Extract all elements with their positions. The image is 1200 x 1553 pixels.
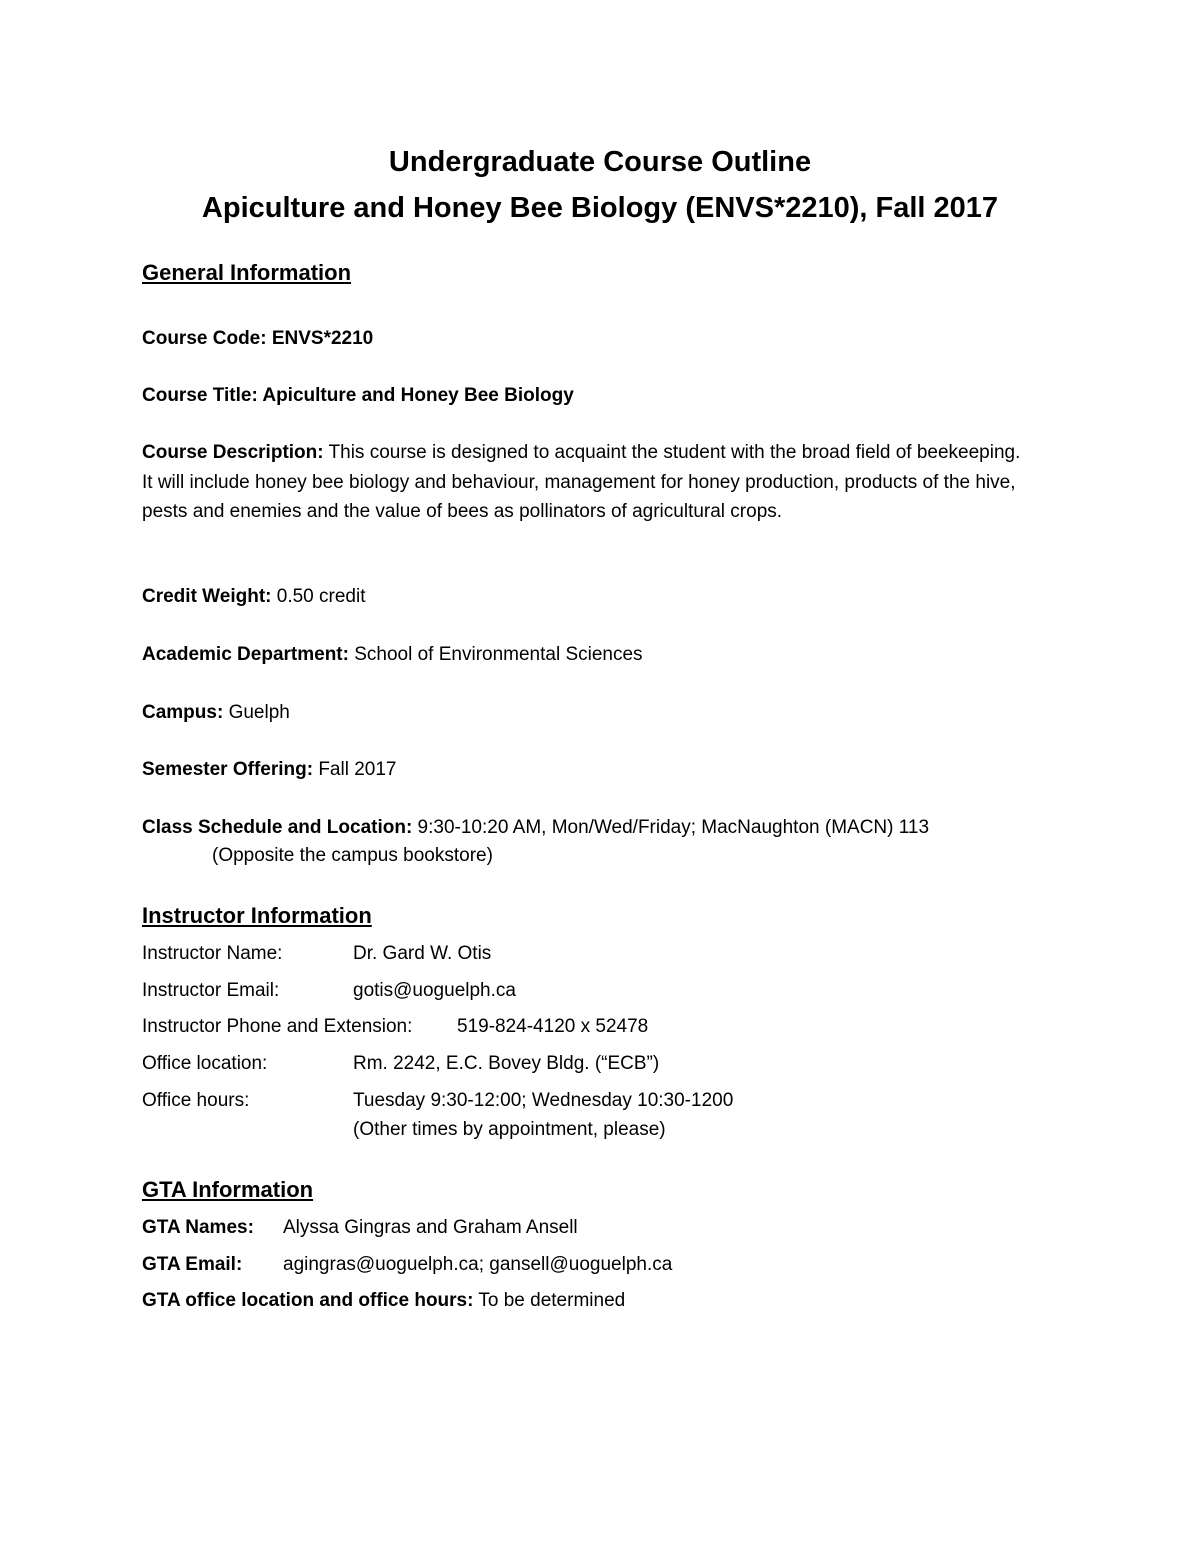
gta-office-label: GTA office location and office hours: bbox=[142, 1290, 474, 1311]
section-heading-instructor: Instructor Information bbox=[142, 903, 372, 928]
instructor-phone-label: Instructor Phone and Extension: bbox=[142, 1016, 413, 1037]
gta-email-value: agingras@uoguelph.ca; gansell@uoguelph.ca bbox=[283, 1254, 673, 1275]
instructor-email-label: Instructor Email: bbox=[142, 980, 280, 1001]
office-location-label: Office location: bbox=[142, 1053, 268, 1074]
campus-value: Guelph bbox=[223, 702, 290, 723]
office-location-value: Rm. 2242, E.C. Bovey Bldg. (“ECB”) bbox=[353, 1053, 660, 1074]
gta-office-value: To be determined bbox=[478, 1290, 626, 1311]
campus bbox=[142, 703, 290, 722]
office-location-row bbox=[142, 1054, 267, 1073]
credit-weight bbox=[142, 587, 365, 606]
office-hours-note: (Other times by appointment, please) bbox=[353, 1119, 666, 1140]
office-hours-value: Tuesday 9:30-12:00; Wednesday 10:30-1200 bbox=[353, 1090, 734, 1111]
office-hours-row bbox=[142, 1091, 249, 1110]
document-title: Undergraduate Course Outline bbox=[388, 146, 812, 178]
instructor-name-value: Dr. Gard W. Otis bbox=[353, 943, 492, 964]
semester-offering bbox=[142, 760, 397, 779]
section-heading-gta: GTA Information bbox=[142, 1177, 314, 1202]
class-schedule-note: (Opposite the campus bookstore) bbox=[212, 845, 493, 866]
class-schedule bbox=[142, 818, 929, 837]
instructor-email-row bbox=[142, 981, 279, 1000]
gta-email-label: GTA Email: bbox=[142, 1254, 243, 1275]
instructor-phone-value: 519-824-4120 x 52478 bbox=[457, 1016, 649, 1037]
office-hours-label: Office hours: bbox=[142, 1090, 250, 1111]
instructor-phone-row bbox=[142, 1017, 412, 1036]
credit-weight-label: Credit Weight: bbox=[142, 586, 272, 607]
section-heading-general: General Information bbox=[142, 260, 352, 285]
instructor-name-row bbox=[142, 944, 282, 963]
class-schedule-label: Class Schedule and Location: bbox=[142, 817, 413, 838]
course-code: Course Code: ENVS*2210 bbox=[142, 328, 374, 349]
semester-offering-value: Fall 2017 bbox=[313, 759, 397, 780]
class-schedule-value: 9:30-10:20 AM, Mon/Wed/Friday; MacNaughton (MACN) 113 bbox=[412, 817, 930, 838]
gta-names-label: GTA Names: bbox=[142, 1217, 254, 1238]
course-description bbox=[142, 438, 1032, 527]
academic-department-label: Academic Department: bbox=[142, 644, 349, 665]
semester-offering-label: Semester Offering: bbox=[142, 759, 314, 780]
document-subtitle: Apiculture and Honey Bee Biology (ENVS*2210), Fall 2017 bbox=[201, 192, 999, 224]
instructor-name-label: Instructor Name: bbox=[142, 943, 283, 964]
gta-names-value: Alyssa Gingras and Graham Ansell bbox=[283, 1217, 578, 1238]
academic-department-value: School of Environmental Sciences bbox=[348, 644, 643, 665]
gta-office-row bbox=[142, 1291, 625, 1310]
credit-weight-value: 0.50 credit bbox=[271, 586, 366, 607]
campus-label: Campus: bbox=[142, 702, 224, 723]
course-description-text: This course is designed to acquaint the student with the broad field of beekeeping. It will include honey bee biology and behaviour, management for honey production, products of the hive, pests and enemies and the value of bees as pollinators of agricultural crops. bbox=[142, 442, 1021, 522]
course-description-label: Course Description: bbox=[142, 442, 324, 463]
course-title: Course Title: Apiculture and Honey Bee Biology bbox=[142, 385, 574, 406]
academic-department bbox=[142, 645, 643, 664]
instructor-email-value: gotis@uoguelph.ca bbox=[353, 980, 516, 1001]
